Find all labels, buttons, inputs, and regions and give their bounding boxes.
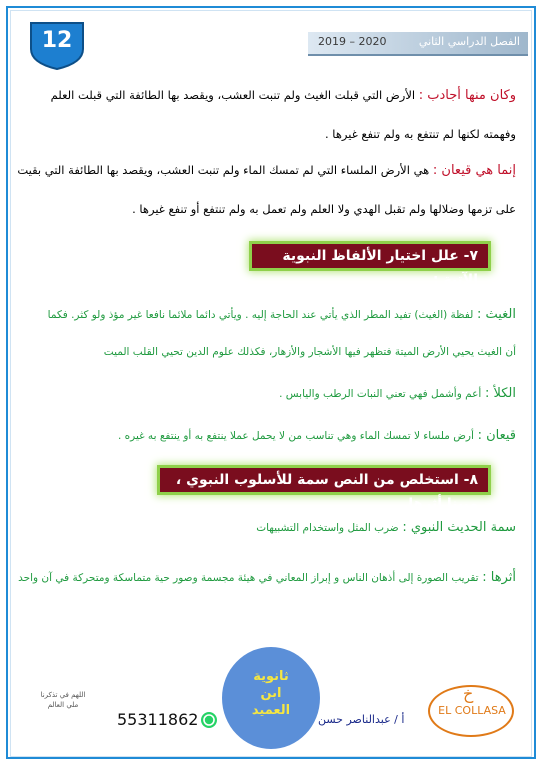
intro-text-1: الأرض التي قبلت الغيث ولم تنبت العشب، ويقصد بها الطائفة التي قبلت العلم	[50, 88, 416, 102]
term-ajadib: وكان منها أجادب :	[418, 88, 516, 103]
logo-mark-icon: خ	[463, 684, 474, 703]
feature-label: سمة الحديث النبوي :	[402, 520, 516, 535]
section-7-title: ٧- علل اختيار الألفاظ النبوية الآتية :	[252, 244, 488, 268]
item-qiaan-text: أرض ملساء لا تمسك الماء وهي تناسب من لا يحمل عملا ينتفع به أو ينتفع به غيره .	[117, 430, 474, 442]
intro-line-1	[51, 88, 516, 103]
logo-text: EL COLLASA	[438, 704, 506, 717]
item-ghaith-text-1: لفظة (الغيث) تفيد المطر الذي يأتي عند الحاجة إليه . ويأتي دائما ملائما نافعا غير مؤذ ولو كثر. فكما	[47, 309, 474, 321]
feature-text: ضرب المثل واستخدام التشبيهات	[256, 522, 399, 534]
school-year: 2019 – 2020	[318, 35, 387, 48]
section-8-title: ٨- استخلص من النص سمة للأسلوب النبوي ، مبينا أثرها.	[160, 468, 488, 492]
semester-label: الفصل الدراسي الثاني	[418, 35, 520, 48]
school-name-line-3: العميد	[251, 703, 291, 718]
item-ghaith-line-1	[48, 307, 516, 322]
phone-number: 55311862	[117, 710, 199, 729]
term-qiaan-2: قيعان :	[477, 428, 516, 443]
effect-text: تقريب الصورة إلى أذهان الناس و إبراز المعاني في هيئة مجسمة وصور حية متماسكة ومتحركة في آن واحد	[18, 572, 479, 584]
teacher-name: أ / عبدالناصر حسن	[318, 713, 405, 726]
effect-line	[18, 570, 516, 585]
effect-label: أثرها :	[482, 570, 516, 585]
item-kala-text: أعم وأشمل فهي تعني النبات الرطب واليابس .	[279, 388, 482, 400]
whatsapp-icon	[200, 711, 218, 729]
school-name-line-2: ابن	[260, 686, 282, 701]
school-name-line-1: ثانوية	[253, 669, 289, 684]
intro-text-3: هي الأرض الملساء التي لم تمسك الماء ولم تنبت العشب، ويقصد بها الطائفة التي بقيت	[17, 163, 430, 177]
item-ghaith-line-2: أن الغيث يحيي الأرض الميتة فتظهر فيها الأشجار والأزهار، فكذلك علوم الدين تحيي القلب الميت	[103, 346, 516, 358]
intro-line-3	[17, 163, 516, 178]
item-kala-line	[279, 386, 516, 401]
item-qiaan-line	[118, 428, 516, 443]
page-number: 12	[41, 28, 73, 53]
intro-line-4: على تزمها وضلالها ولم تقبل الهدي ولا العلم ولم تعمل به ولم تنتفع أو تنفع غيرها .	[132, 202, 516, 216]
school-name	[222, 668, 320, 719]
term-kala: الكلأ :	[484, 386, 516, 401]
term-qiaan: إنما هي قيعان :	[432, 163, 516, 178]
term-ghaith: الغيث :	[476, 307, 516, 322]
feature-line	[256, 520, 516, 535]
intro-line-2: وفهمته لكنها لم تنتفع به ولم تنفع غيرها .	[325, 127, 516, 141]
page-frame-inner	[10, 10, 532, 757]
side-note: اللهم في تذكرنا ملي العالم	[40, 691, 86, 709]
